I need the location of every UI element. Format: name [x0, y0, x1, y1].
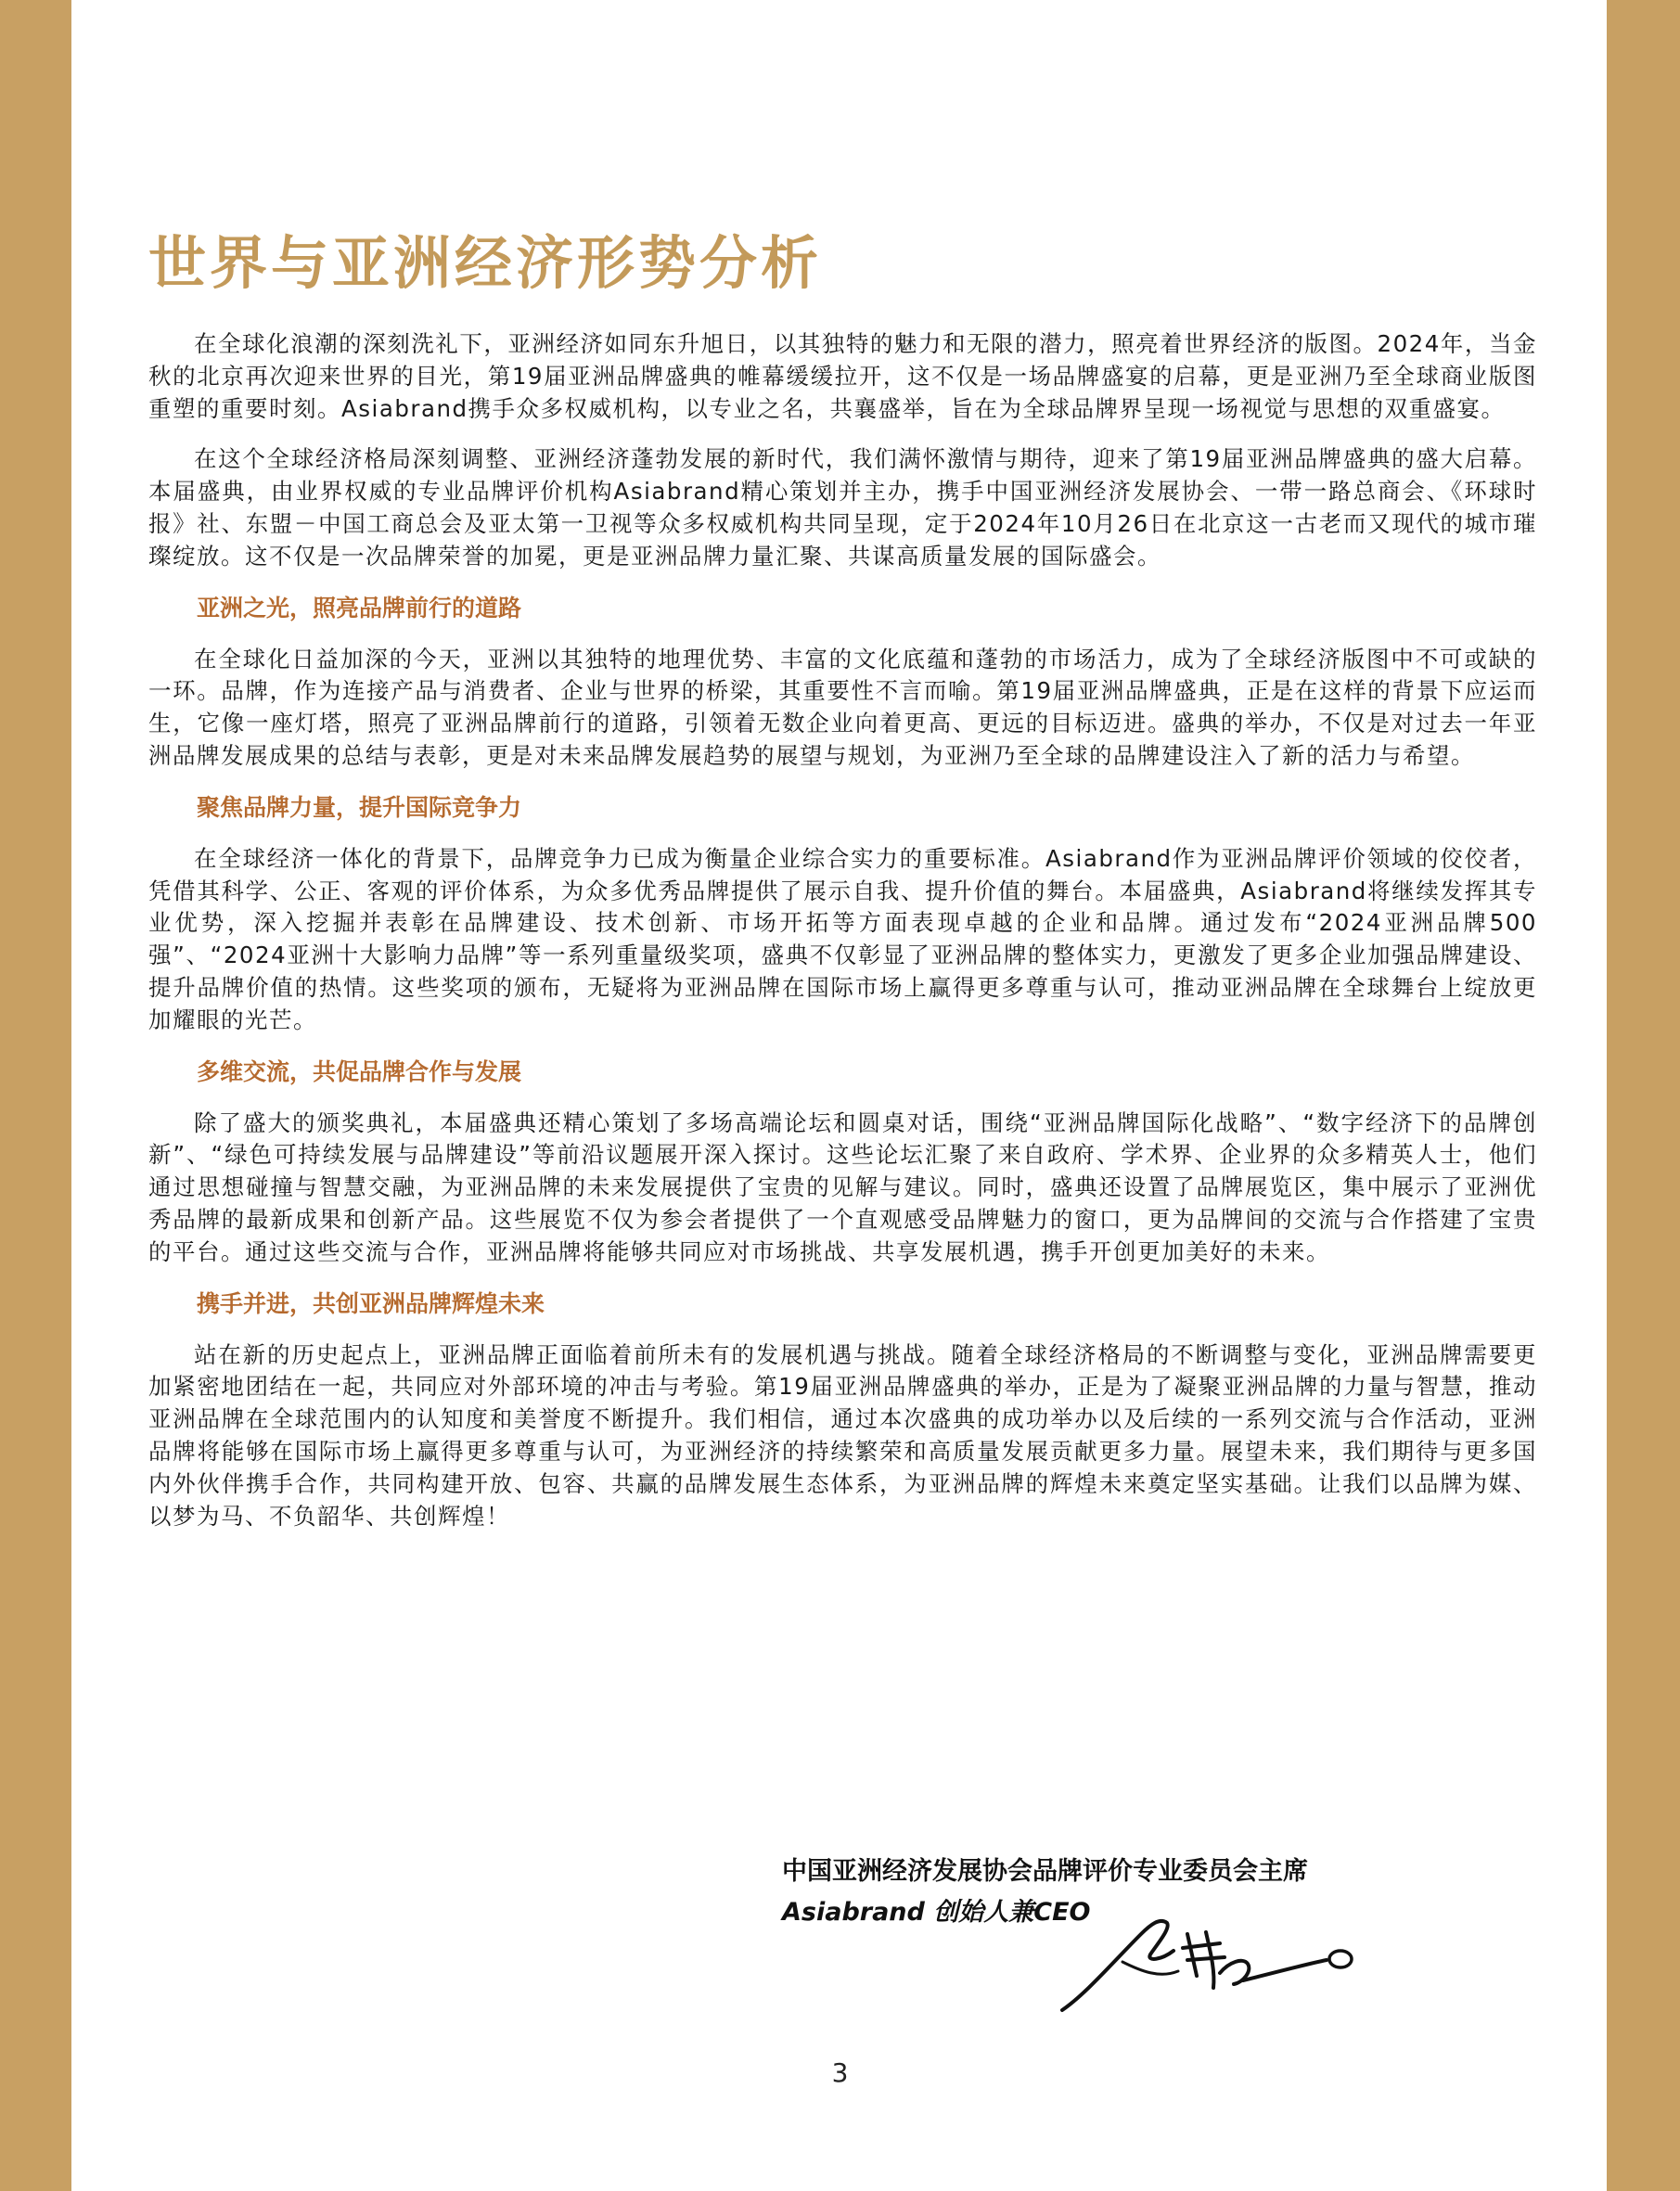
section-1-paragraph: 在全球化日益加深的今天，亚洲以其独特的地理优势、丰富的文化底蕴和蓬勃的市场活力，成为了全球经济版图中不可或缺的一环。品牌，作为连接产品与消费者、企业与世界的桥梁，其重要性不言而喻。第19届亚洲品牌盛典，正是在这样的背景下应运而生，它像一座灯塔，照亮了亚洲品牌前行的道路，引领着无数企业向着更高、更远的目标迈进。盛典的举办，不仅是对过去一年亚洲品牌发展成果的总结与表彰，更是对未来品牌发展趋势的展望与规划，为亚洲乃至全球的品牌建设注入了新的活力与希望。 — [148, 645, 1537, 769]
signer-role: Asiabrand 创始人兼CEO — [782, 1898, 1091, 1927]
left-gold-border — [0, 0, 71, 2191]
section-4-paragraph: 站在新的历史起点上，亚洲品牌正面临着前所未有的发展机遇与挑战。随着全球经济格局的不断调整与变化，亚洲品牌需要更加紧密地团结在一起，共同应对外部环境的冲击与考验。第19届亚洲品牌盛典的举办，正是为了凝聚亚洲品牌的力量与智慧，推动亚洲品牌在全球范围内的认知度和美誉度不断提升。我们相信，通过本次盛典的成功举办以及后续的一系列交流与合作活动，亚洲品牌将能够在国际市场上赢得更多尊重与认可，为亚洲经济的持续繁荣和高质量发展贡献更多力量。展望未来，我们期待与更多国内外伙伴携手合作，共同构建开放、包容、共赢的品牌发展生态体系，为亚洲品牌的辉煌未来奠定坚实基础。让我们以品牌为媒、以梦为马、不负韶华、共创辉煌！ — [148, 1340, 1537, 1530]
intro-paragraph-1: 在全球化浪潮的深刻洗礼下，亚洲经济如同东升旭日，以其独特的魅力和无限的潜力，照亮着世界经济的版图。2024年，当金秋的北京再次迎来世界的目光，第19届亚洲品牌盛典的帷幕缓缓拉开，这不仅是一场品牌盛宴的启幕，更是亚洲乃至全球商业版图重塑的重要时刻。Asiabrand携手众多权威机构，以专业之名，共襄盛举，旨在为全球品牌界呈现一场视觉与思想的双重盛宴。 — [148, 330, 1537, 422]
section-heading-3: 多维交流，共促品牌合作与发展 — [197, 1057, 522, 1085]
intro-paragraph-2: 在这个全球经济格局深刻调整、亚洲经济蓬勃发展的新时代，我们满怀激情与期待，迎来了第19届亚洲品牌盛典的盛大启幕。本届盛典，由业界权威的专业品牌评价机构Asiabrand精心策划并主办，携手中国亚洲经济发展协会、一带一路总商会、《环球时报》社、东盟－中国工商总会及亚太第一卫视等众多权威机构共同呈现，定于2024年10月26日在北京这一古老而又现代的城市璀璨绽放。这不仅是一次品牌荣誉的加冕，更是亚洲品牌力量汇聚、共谋高质量发展的国际盛会。 — [148, 445, 1537, 570]
signer-title: 中国亚洲经济发展协会品牌评价专业委员会主席 — [782, 1857, 1308, 1886]
handwritten-signature — [1058, 1906, 1364, 2018]
section-3-paragraph: 除了盛大的颁奖典礼，本届盛典还精心策划了多场高端论坛和圆桌对话，围绕“亚洲品牌国际化战略”、“数字经济下的品牌创新”、“绿色可持续发展与品牌建设”等前沿议题展开深入探讨。这些论坛汇聚了来自政府、学术界、企业界的众多精英人士，他们通过思想碰撞与智慧交融，为亚洲品牌的未来发展提供了宝贵的见解与建议。同时，盛典还设置了品牌展览区，集中展示了亚洲优秀品牌的最新成果和创新产品。这些展览不仅为参会者提供了一个直观感受品牌魅力的窗口，更为品牌间的交流与合作搭建了宝贵的平台。通过这些交流与合作，亚洲品牌将能够共同应对市场挑战、共享发展机遇，携手开创更加美好的未来。 — [148, 1108, 1537, 1265]
section-heading-4: 携手并进，共创亚洲品牌辉煌未来 — [197, 1289, 545, 1317]
page-number: 3 — [831, 2057, 849, 2088]
section-2-paragraph: 在全球经济一体化的背景下，品牌竞争力已成为衡量企业综合实力的重要标准。Asiabrand作为亚洲品牌评价领域的佼佼者，凭借其科学、公正、客观的评价体系，为众多优秀品牌提供了展示自我、提升价值的舞台。本届盛典，Asiabrand将继续发挥其专业优势，深入挖掘并表彰在品牌建设、技术创新、市场开拓等方面表现卓越的企业和品牌。通过发布“2024亚洲品牌500强”、“2024亚洲十大影响力品牌”等一系列重量级奖项，盛典不仅彰显了亚洲品牌的整体实力，更激发了更多企业加强品牌建设、提升品牌价值的热情。这些奖项的颁布，无疑将为亚洲品牌在国际市场上赢得更多尊重与认可，推动亚洲品牌在全球舞台上绽放更加耀眼的光芒。 — [148, 844, 1537, 1033]
section-heading-2: 聚焦品牌力量，提升国际竞争力 — [197, 793, 522, 821]
section-heading-1: 亚洲之光，照亮品牌前行的道路 — [197, 594, 522, 621]
right-gold-border — [1607, 0, 1680, 2191]
article-body — [148, 328, 1537, 1551]
page-title: 世界与亚洲经济形势分析 — [148, 229, 823, 297]
